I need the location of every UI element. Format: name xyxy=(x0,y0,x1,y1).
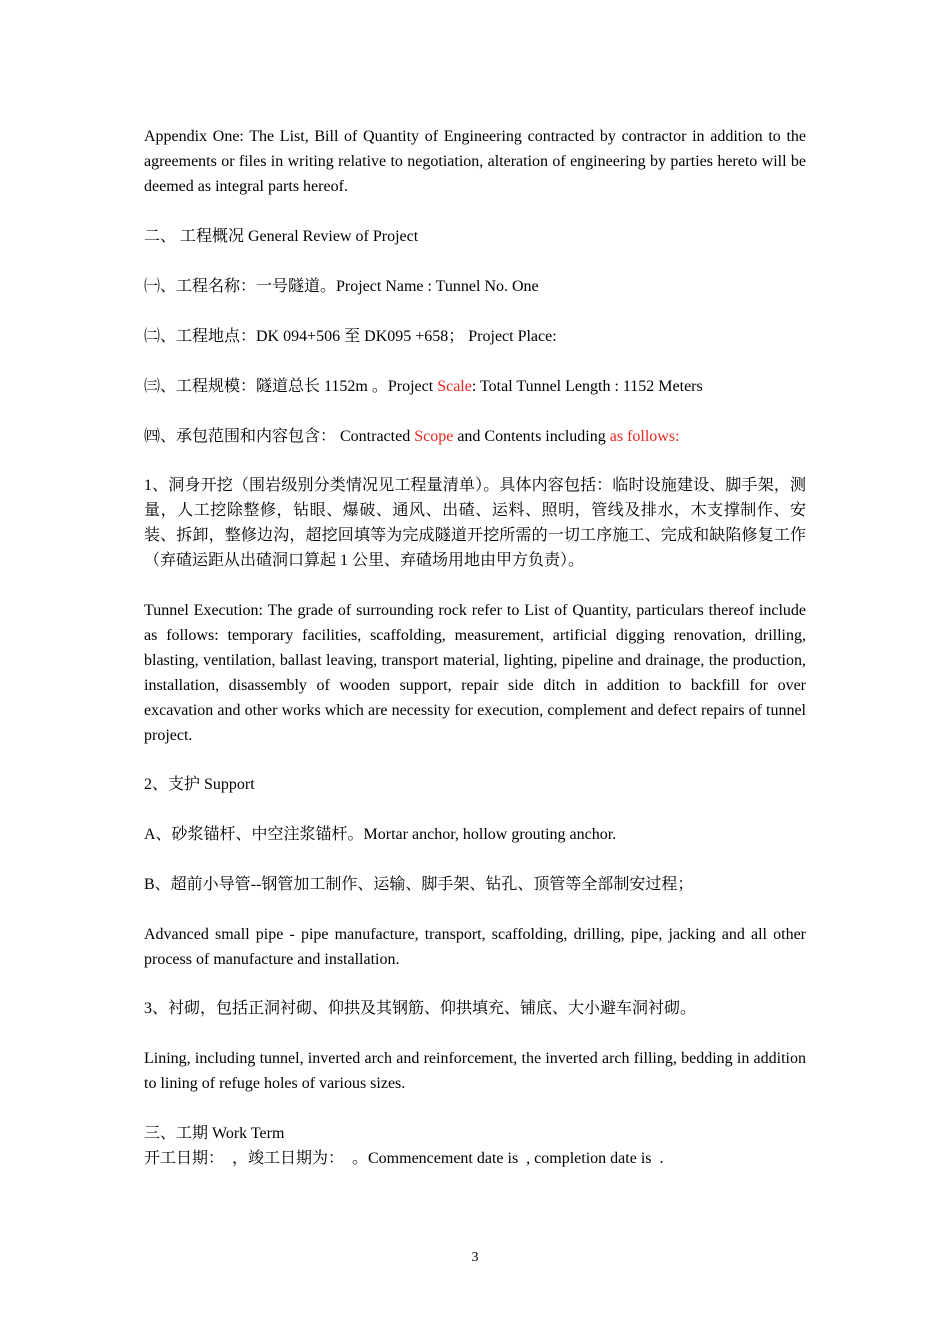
project-name-line: ㈠、工程名称：一号隧道。Project Name : Tunnel No. One xyxy=(144,278,539,295)
anchor-line: A、砂浆锚杆、中空注浆锚杆。Mortar anchor, hollow grouting anchor. xyxy=(144,826,617,843)
work-term-line: 开工日期： ，竣工日期为： 。Commencement date is , completion date is . xyxy=(144,1150,664,1167)
project-scale-text-a: ㈢、工程规模：隧道总长 1152m 。Project xyxy=(144,378,438,395)
support-heading: 2、支护 Support xyxy=(144,776,255,793)
project-place-line: ㈡、工程地点：DK 094+506 至 DK095 +658； Project Place: xyxy=(144,328,557,345)
small-pipe-en: Advanced small pipe - pipe manufacture, transport, scaffolding, drilling, pipe, jacking and all other process of manufacture and installation. xyxy=(144,926,806,968)
lining-cn: 3、衬砌，包括正洞衬砌、仰拱及其钢筋、仰拱填充、铺底、大小避车洞衬砌。 xyxy=(144,1000,697,1017)
project-scale-text-b: : Total Tunnel Length : 1152 Meters xyxy=(471,378,703,395)
tunnel-execution-en: Tunnel Execution: The grade of surrounding rock refer to List of Quantity, particulars thereof include as follows: temporary facilities, scaffolding, measurement, artificial digging renovation, drilling, blasting, ventilation, ballast leaving, transport material, lighting, pipeline and drainage, the production, installation, disassembly of wooden support, repair side ditch in addition to backfill for over excavation and other works which are necessity for execution, complement and defect repairs of tunnel project. xyxy=(144,602,806,744)
page-number: 3 xyxy=(471,1250,479,1265)
section-three-heading: 三、工期 Work Term xyxy=(144,1125,285,1142)
scope-text-a: ㈣、承包范围和内容包含： Contracted xyxy=(144,428,415,445)
project-scale-line xyxy=(144,374,806,399)
tunnel-execution-cn: 1、洞身开挖（围岩级别分类情况见工程量清单）。具体内容包括：临时设施建设、脚手架，测量，人工挖除整修，钻眼、爆破、通风、出碴、运料、照明，管线及排水，木支撑制作、安装、拆卸，整修边沟，超挖回填等为完成隧道开挖所需的一切工序施工、完成和缺陷修复工作（弃碴运距从出碴洞口算起 1 公里、弃碴场用地由甲方负责）。 xyxy=(144,477,806,569)
scope-text-b: and Contents including xyxy=(453,428,610,445)
scale-highlight: Scale xyxy=(437,378,472,395)
as-follows-highlight: as follows: xyxy=(609,428,680,445)
lining-en: Lining, including tunnel, inverted arch and reinforcement, the inverted arch filling, bedding in addition to lining of refuge holes of various sizes. xyxy=(144,1050,806,1092)
section-two-heading: 二、 工程概况 General Review of Project xyxy=(144,228,419,245)
contracted-scope-line xyxy=(144,424,806,449)
scope-highlight: Scope xyxy=(414,428,454,445)
appendix-paragraph: Appendix One: The List, Bill of Quantity of Engineering contracted by contractor in addition to the agreements or files in writing relative to negotiation, alteration of engineering by parties hereto will be deemed as integral parts hereof. xyxy=(144,128,806,195)
small-pipe-cn: B、超前小导管--钢管加工制作、运输、脚手架、钻孔、顶管等全部制安过程； xyxy=(144,876,694,893)
